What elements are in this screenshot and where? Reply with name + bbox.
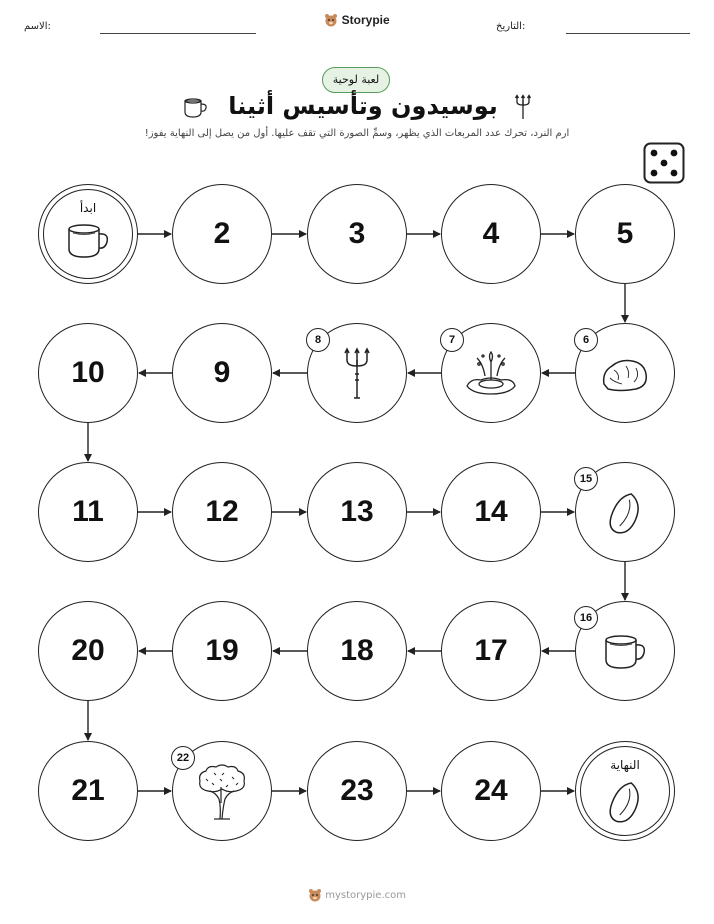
board-cell-15 [575, 462, 675, 562]
coffee-cup-icon [65, 221, 111, 265]
footer [0, 888, 714, 902]
trident-icon [342, 346, 372, 406]
cell-number: 23 [340, 774, 374, 807]
title-text: بوسيدون وتأسيس أثينا [228, 92, 498, 120]
board-cell-5 [575, 184, 675, 284]
board-cell-2 [172, 184, 272, 284]
end-label: النهاية [610, 758, 640, 772]
board-cell-20 [38, 601, 138, 701]
cell-number-tag: 15 [574, 467, 598, 491]
board-cell-17 [441, 601, 541, 701]
board-cell-13 [307, 462, 407, 562]
olive-icon [608, 489, 642, 541]
board-cell-9 [172, 323, 272, 423]
cell-number: 17 [474, 634, 508, 667]
cell-number: 9 [213, 356, 231, 389]
game-type-badge: لعبة لوحية [322, 67, 390, 93]
board-cell-12 [172, 462, 272, 562]
board-cell-19 [172, 601, 272, 701]
spring-water-icon [463, 350, 519, 402]
cell-number: 21 [71, 774, 105, 807]
rock-icon [600, 354, 650, 398]
board-cell-6 [575, 323, 675, 423]
cell-number: 20 [71, 634, 105, 667]
olive-tree-icon [194, 763, 250, 825]
board-cell-23 [307, 741, 407, 841]
cell-number-tag: 6 [574, 328, 598, 352]
cell-number: 11 [72, 495, 104, 528]
date-label: التاريخ: [496, 21, 526, 32]
cell-number-tag: 8 [306, 328, 330, 352]
board-cell-7 [441, 323, 541, 423]
cell-number: 14 [474, 495, 508, 528]
cell-number: 5 [616, 217, 634, 250]
cell-number: 2 [213, 217, 231, 250]
board-cell-10 [38, 323, 138, 423]
coffee-cup-icon [602, 632, 648, 676]
board-cell-21 [38, 741, 138, 841]
board-cell-14 [441, 462, 541, 562]
board-cell-8 [307, 323, 407, 423]
brand-name: Storypie [341, 12, 390, 27]
footer-url: mystorypie.com [325, 890, 406, 901]
name-label: الاسم: [24, 21, 51, 32]
cell-number: 13 [340, 495, 374, 528]
cell-number: 12 [205, 495, 239, 528]
board-cell-22 [172, 741, 272, 841]
instructions: ارم النرد، تحرك عدد المربعات الذي يظهر، وسمِّ الصورة التي تقف عليها. أول من يصل إلى النهاية يفوز! [144, 128, 570, 139]
board-cell-4 [441, 184, 541, 284]
board-cell-25 [575, 741, 675, 841]
cell-number-tag: 7 [440, 328, 464, 352]
board-cell-11 [38, 462, 138, 562]
cell-number-tag: 22 [171, 746, 195, 770]
cell-number-tag: 16 [574, 606, 598, 630]
olive-icon [608, 778, 642, 830]
board-cell-1 [38, 184, 138, 284]
cell-number: 4 [482, 217, 500, 250]
start-label: ابدأ [79, 201, 97, 215]
cell-number: 3 [348, 217, 366, 250]
board-cell-16 [575, 601, 675, 701]
cell-number: 24 [474, 774, 508, 807]
board-cell-18 [307, 601, 407, 701]
board-cell-3 [307, 184, 407, 284]
cell-number: 10 [71, 356, 105, 389]
cell-number: 18 [340, 634, 374, 667]
cell-number: 19 [205, 634, 239, 667]
mascot-icon [308, 888, 322, 902]
board-cell-24 [441, 741, 541, 841]
